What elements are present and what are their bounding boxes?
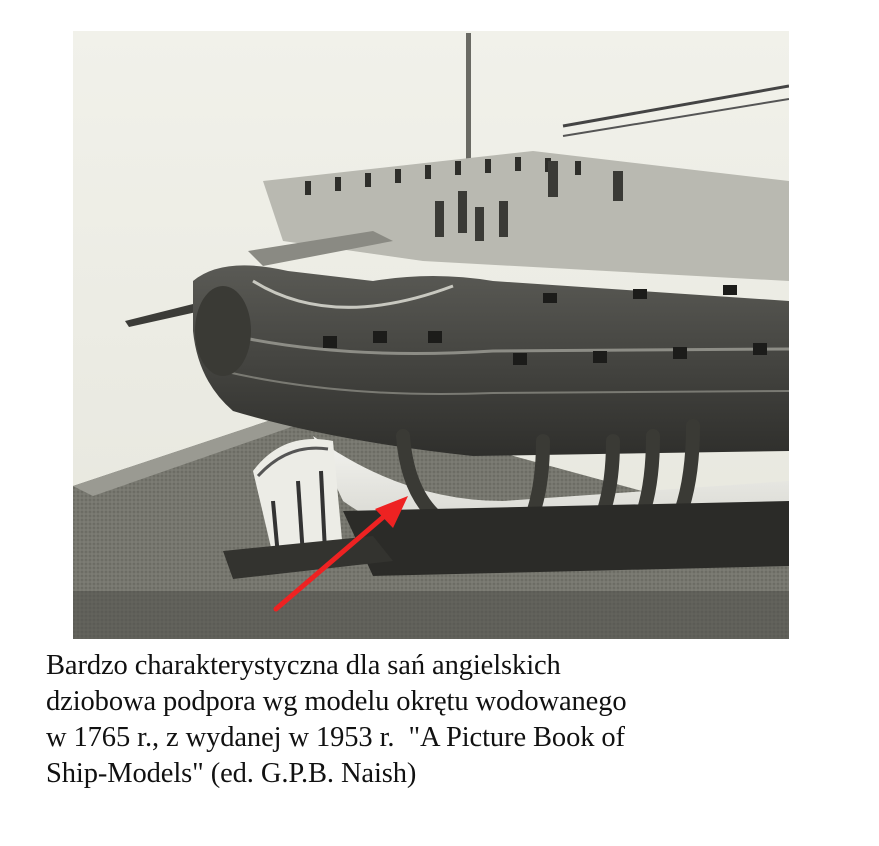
caption-line-3: w 1765 r., z wydanej w 1953 r. "A Picture Book of: [46, 722, 625, 753]
caption-line-4: Ship-Models" (ed. G.P.B. Naish): [46, 758, 417, 789]
caption-line-1: Bardzo charakterystyczna dla sań angielskich: [46, 650, 561, 681]
ship-model-photo: [73, 31, 789, 639]
caption-line-2: dziobowa podpora wg modelu okrętu wodowanego: [46, 686, 627, 717]
photo-caption: [46, 648, 846, 792]
